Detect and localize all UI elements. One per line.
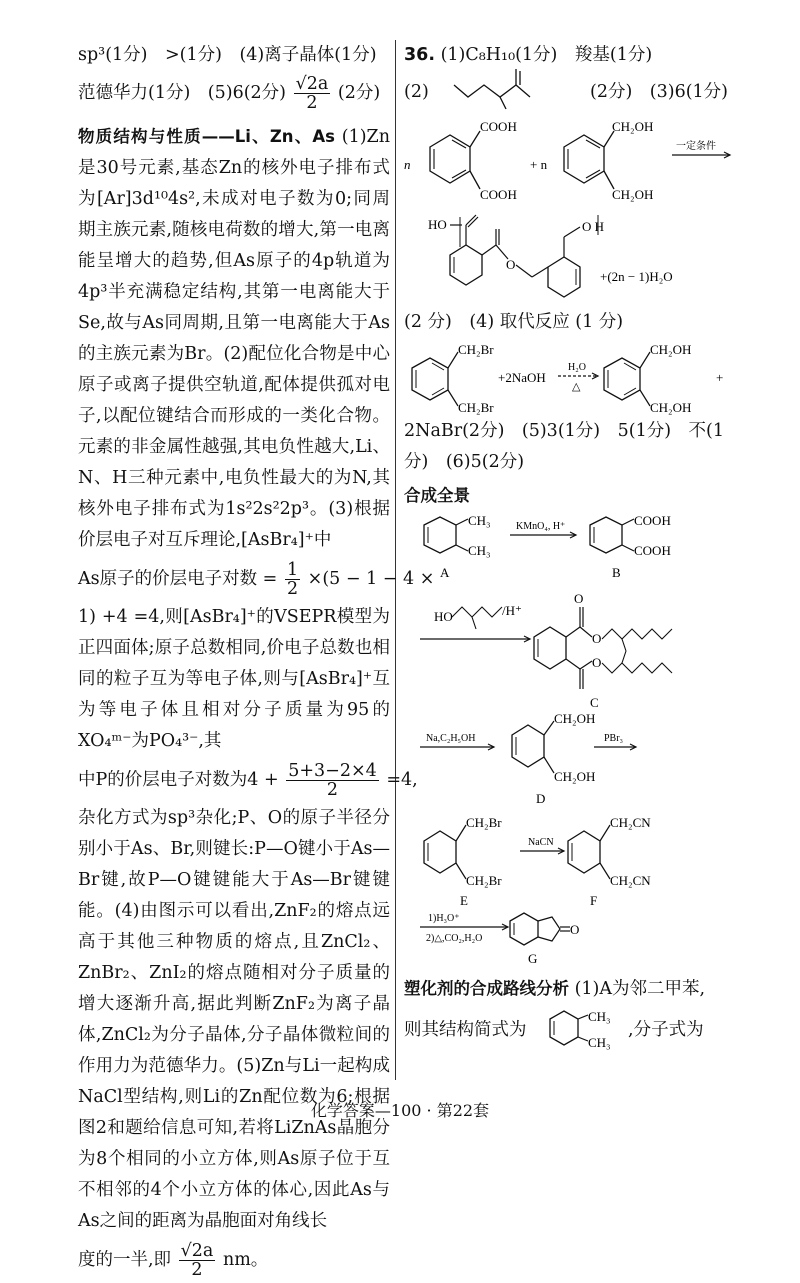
analysis-title: 塑化剂的合成路线分析 [404,979,569,998]
section-title: 物质结构与性质——Li、Zn、As [78,127,335,146]
f-ch2cn-bottom: CH₂CN [610,873,651,888]
svg-text:△: △ [572,381,581,393]
a-ch3-bottom: CH₃ [468,543,491,558]
rxn1-plus-n: + n [530,157,548,172]
d-ch2oh-bottom: CH₂OH [554,769,596,784]
rxn2-naoh: +2NaOH [498,370,546,385]
polyester-product [404,207,734,305]
synthesis-b-to-c [404,581,734,711]
rxn1-ch2oh-bottom: CH₂OH [612,187,654,202]
svg-text:+: + [716,370,724,385]
q36-line-2: (2) (2分) (3)6(1分) [404,71,734,115]
rxn1-cooh-bottom: COOH [480,187,517,202]
svg-text:O: O [592,655,602,670]
label-g: G [528,951,538,966]
synthesis-f-to-g [404,907,734,969]
svg-text:HO: HO [434,609,453,624]
question-number: 36. [404,45,436,65]
svg-text:CH₃: CH₃ [588,1009,611,1024]
analysis-line-1: 塑化剂的合成路线分析 (1)A为邻二甲苯, [404,979,706,999]
label-f: F [590,893,598,907]
svg-text:/H⁺: /H⁺ [502,603,522,618]
page-footer: 化学答案—100 · 第22套 [310,1101,490,1120]
svg-text:1)H₃O⁺: 1)H₃O⁺ [428,913,460,924]
e-ch2br-top: CH₂Br [466,815,502,830]
fraction-one-half: $\frac{1}{2}$ [286,560,299,599]
synthesis-c-to-d [404,711,734,807]
svg-text:CH₃: CH₃ [588,1035,611,1050]
q36-line-5: 2NaBr(2分) (5)3(1分) 5(1分) 不(1 [404,421,724,441]
poly-end: O H [582,219,605,234]
rxn2-ch2oh-bottom: CH₂OH [650,400,692,415]
rxn2-ch2br-bottom: CH₂Br [458,400,494,415]
label-a: A [440,565,450,580]
synthesis-e-to-f [404,811,734,907]
rxn2-ch2oh-top: CH₂OH [650,342,692,357]
section-paragraph-2: 1) +4 =4,则[AsBr₄]⁺的VSEPR模型为正四面体;原子总数相同,价电子总数也相同的粒子互为等电子体,则与[AsBr₄]⁺互为等电子体且相对分子质量为95的XO₄ᵐ⁻为PO₄³⁻,其 [78,607,390,751]
column-divider [395,40,396,1080]
answer-line-2: 范德华力(1分) (5)6(2分) $\frac{√2a}{2}$ (2分) [78,74,381,113]
label-d: D [536,791,546,806]
svg-text:H₂O: H₂O [568,362,586,373]
section-paragraph-3: 杂化方式为sp³杂化;P、O的原子半径分别小于As、Br,则键长:P—O键小于As—Br键,故P—O键键能大于As—Br键键能。(4)由图示可以看出,ZnF₂的熔点远高于其他三种物质的熔点,且ZnCl₂、ZnBr₂、ZnI₂的熔点随相对分子质量的增大逐渐升高,据此判断ZnF₂为离子晶体,ZnCl₂为分子晶体,分子晶体微粒间的作用力为范德华力。(5)Zn与Li一起构成NaCl型结构,则Li的Zn配位数为6;根据图2和题给信息可知,若将LiZnAs晶胞分为8个相同的小立方体,则As原子位于互不相邻的4个小立方体的体心,因此As与As之间的距离为晶胞面对角线长 [78,808,390,1231]
hydrolysis-reaction [404,338,734,416]
svg-text:O: O [592,631,602,646]
right-column [404,40,734,1051]
analysis-line-2: 则其结构简式为 CH₃ CH₃ ,分子式为 [404,1005,734,1051]
q36-line-4: (2 分) (4) 取代反应 (1 分) [404,312,624,332]
rxn1-condition: 一定条件 [676,141,716,152]
svg-text:2)△,CO₂,H₂O: 2)△,CO₂,H₂O [426,933,483,944]
svg-text:KMnO₄, H⁺: KMnO₄, H⁺ [516,521,566,532]
f-ch2cn-top: CH₂CN [610,815,651,830]
fraction-p-valence: $\frac{5+3-2\times 4}{2}$ [288,761,377,800]
fraction-distance: $\frac{√2a}{2}$ [180,1241,214,1280]
rxn2-ch2br-top: CH₂Br [458,342,494,357]
rxn1-ch2oh-top: CH₂OH [612,119,654,134]
poly-water: +(2n − 1)H₂O [600,269,673,284]
formula-line-p-valence: 中P的价层电子对数为4 + $\frac{5+3-2\times 4}{2}$ =4, [78,761,418,800]
o-xylene-structure [544,1005,624,1051]
svg-text:Na,C₂H₅OH: Na,C₂H₅OH [426,733,476,744]
b-cooh-bottom: COOH [634,543,671,558]
svg-text:O: O [506,257,516,272]
polycondensation-reaction [404,117,734,207]
fraction-sqrt2a-over-2: $\frac{√2a}{2}$ [295,74,329,113]
q36-line-6: 分) (6)5(2分) [404,452,525,472]
poly-ho: HO [428,217,447,232]
rxn1-n: n [404,157,411,172]
svg-text:PBr₃: PBr₃ [604,733,624,744]
d-ch2oh-top: CH₂OH [554,711,596,726]
svg-text:NaCN: NaCN [528,837,554,848]
label-e: E [460,893,468,907]
formula-line-valence: As原子的价层电子对数 = $\frac{1}{2}$ ×(5 − 1 − 4 × [78,560,435,599]
g-ketone-o: O [570,922,580,937]
label-b: B [612,565,621,580]
synthesis-a-to-b [404,511,734,581]
q36-line-1: 36. (1)C₈H₁₀(1分) 羧基(1分) [404,45,653,65]
formula-line-distance: 度的一半,即 $\frac{√2a}{2}$ nm。 [78,1241,269,1280]
e-ch2br-bottom: CH₂Br [466,873,502,888]
a-ch3-top: CH₃ [468,513,491,528]
section-paragraph-1: 物质结构与性质——Li、Zn、As (1)Zn是30号元素,基态Zn的核外电子排布式为[Ar]3d¹⁰4s²,未成对电子数为0;同周期主族元素,随核电荷数的增大,第一电离能呈增大的趋势,但As原子的4p轨道为4p³半充满稳定结构,其第一电离能大于Se,故与As同周期,且第一电离能大于As的主族元素为Br。(2)配位化合物是中心原子或离子提供空轨道,配体提供孤对电子,以配位键结合而形成的一类化合物。元素的非金属性越强,其电负性越大,Li、N、H三种元素中,电负性最大的为N,其核外电子排布式为1s²2s²2p³。(3)根据价层电子对互斥理论,[AsBr₄]⁺中 [78,127,390,550]
b-cooh-top: COOH [634,513,671,528]
svg-text:O: O [574,591,584,606]
answer-line-1: sp³(1分) >(1分) (4)离子晶体(1分) [78,45,377,65]
skeletal-alkene-structure [446,67,576,111]
label-c: C [590,695,599,710]
synthesis-title: 合成全景 [404,486,470,505]
rxn1-cooh-top: COOH [480,119,517,134]
